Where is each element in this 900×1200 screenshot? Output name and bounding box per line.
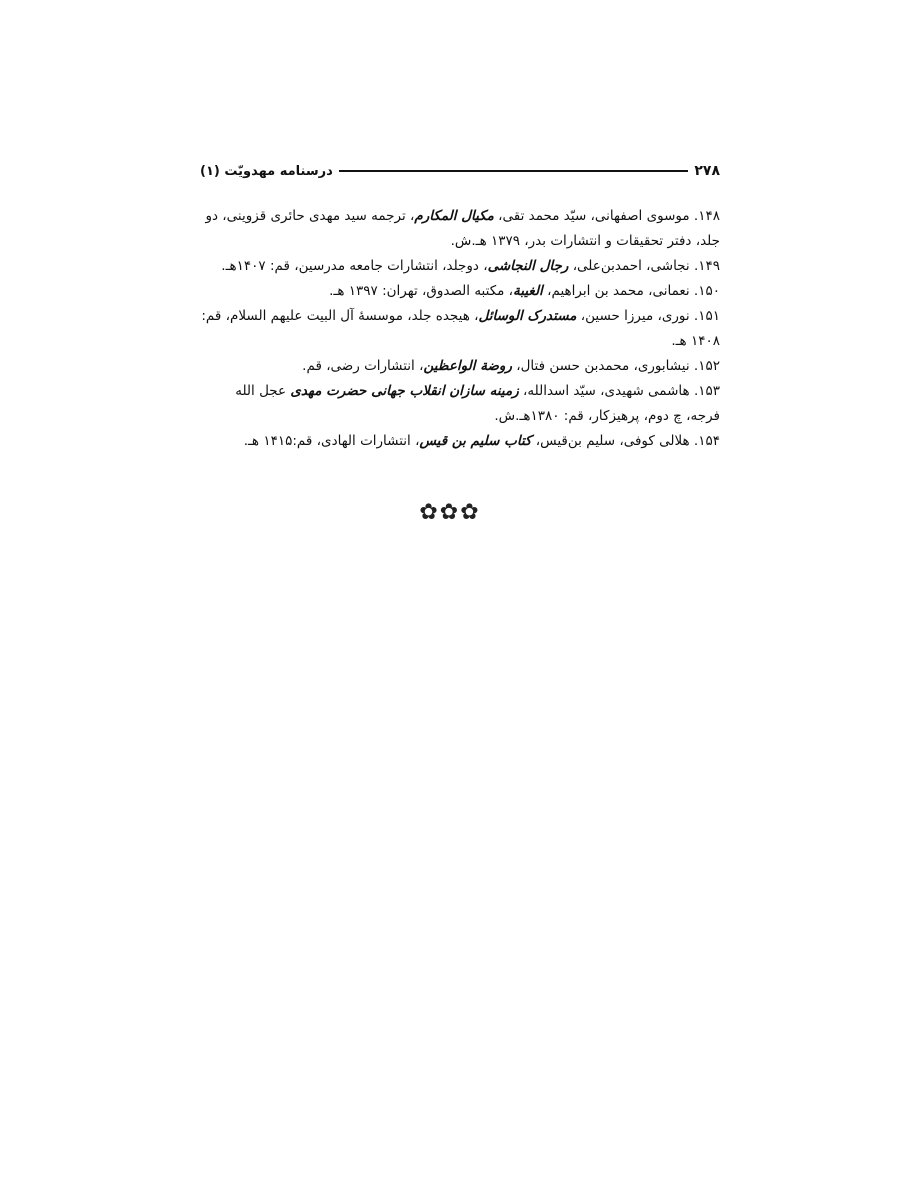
bibliography-entry-152: ۱۵۲. نیشابوری، محمدبن حسن فتال، روضة الواعظین، انتشارات رضی، قم. [302,358,720,374]
end-ornament-icon: ✿✿✿ [419,500,481,525]
book-title: کتاب سلیم بن قیس [419,433,532,449]
bibliography-entry-151: ۱۵۱. نوری، میرزا حسین، مستدرک الوسائل، هیجده جلد، موسسهٔ آل البیت علیهم السلام، قم: ۱۴۰۸ هـ. [201,308,720,349]
bibliography-list [200,204,720,454]
bibliography-entry-153: ۱۵۳. هاشمی شهیدی، سیّد اسدالله، زمینه سازان انقلاب جهانی حضرت مهدی عجل الله فرجه، چ دوم، پرهیزکار، قم: ۱۳۸۰هـ.ش. [235,383,720,424]
running-title: درسنامه مهدویّت (۱) [200,163,333,179]
page-number: ۲۷۸ [694,163,720,179]
book-title: مستدرک الوسائل [478,308,577,324]
book-title: زمینه سازان انقلاب جهانی حضرت مهدی [290,383,519,399]
bibliography-entry-154: ۱۵۴. هلالی کوفی، سلیم بن‌قیس، کتاب سلیم بن قیس، انتشارات الهادی، قم:۱۴۱۵ هـ. [243,433,720,449]
book-title: روضة الواعظین [423,358,512,374]
bibliography-entry-150: ۱۵۰. نعمانی، محمد بن ابراهیم، الغیبة، مکتبه الصدوق، تهران: ۱۳۹۷ هـ. [329,283,720,299]
book-title: رجال النجاشی [487,258,569,274]
book-title: مکیال المکارم [414,208,494,224]
header-rule [339,170,689,172]
bibliography-entry-149: ۱۴۹. نجاشی، احمدبن‌علی، رجال النجاشی، دوجلد، انتشارات جامعه مدرسین، قم: ۱۴۰۷هـ. [221,258,720,274]
bibliography-entry-148: ۱۴۸. موسوی اصفهانی، سیّد محمد تقی، مکیال المکارم، ترجمه سید مهدی حائری قزوینی، دو جلد، دفتر تحقیقات و انتشارات بدر، ۱۳۷۹ هـ.ش. [205,208,720,249]
book-title: الغیبة [513,283,543,299]
page-header [200,160,720,182]
